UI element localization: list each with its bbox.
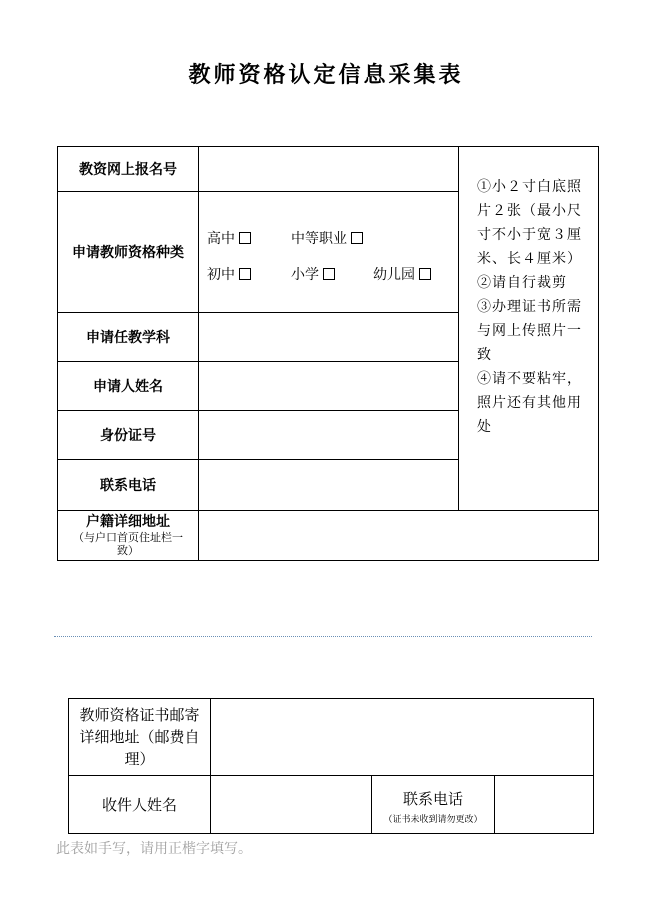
address-label xyxy=(57,510,199,561)
checkbox-icon[interactable] xyxy=(419,268,431,280)
cert-type-label: 申请教师资格种类 xyxy=(57,191,199,313)
mailing-address-field[interactable] xyxy=(210,698,594,776)
option-label: 幼儿园 xyxy=(373,267,415,283)
photo-area xyxy=(458,146,599,511)
cert-type-options xyxy=(198,191,459,313)
reg-no-label: 教资网上报名号 xyxy=(57,146,199,192)
option-label: 高中 xyxy=(207,231,235,247)
id-field[interactable] xyxy=(198,410,459,460)
option-junior-high[interactable] xyxy=(207,264,251,284)
checkbox-icon[interactable] xyxy=(323,268,335,280)
photo-note-4: ④请不要粘牢，照片还有其他用处 xyxy=(477,371,582,435)
address-note: （与户口首页住址栏一致） xyxy=(73,531,183,557)
mailing-phone-title: 联系电话 xyxy=(402,789,463,808)
photo-note-3: ③办理证书所需与网上传照片一致 xyxy=(477,299,582,363)
subject-label: 申请任教学科 xyxy=(57,312,199,362)
cut-line xyxy=(54,636,592,637)
photo-note-2: ②请自行裁剪 xyxy=(477,275,567,291)
mailing-address-label: 教师资格证书邮寄详细地址（邮费自理） xyxy=(68,698,211,776)
mailing-phone-note: （证书未收到请勿更改） xyxy=(383,814,483,825)
form-title: 教师资格认定信息采集表 xyxy=(188,62,464,88)
option-high-school[interactable] xyxy=(207,228,251,248)
checkbox-icon[interactable] xyxy=(239,232,251,244)
option-label: 中等职业 xyxy=(291,231,347,247)
option-label: 初中 xyxy=(207,267,235,283)
photo-note-1: ①小２寸白底照片２张（最小尺寸不小于宽３厘米、长４厘米） xyxy=(477,179,582,267)
address-title: 户籍详细地址 xyxy=(86,514,170,530)
recipient-field[interactable] xyxy=(210,775,372,834)
option-primary[interactable] xyxy=(291,264,335,284)
phone-field[interactable] xyxy=(198,459,459,511)
checkbox-icon[interactable] xyxy=(351,232,363,244)
phone-label: 联系电话 xyxy=(57,459,199,511)
footer-note: 此表如手写，请用正楷字填写。 xyxy=(56,841,252,857)
mailing-phone-field[interactable] xyxy=(494,775,594,834)
option-label: 小学 xyxy=(291,267,319,283)
reg-no-field[interactable] xyxy=(198,146,459,192)
recipient-label: 收件人姓名 xyxy=(68,775,211,834)
option-vocational[interactable] xyxy=(291,228,363,248)
subject-field[interactable] xyxy=(198,312,459,362)
mailing-phone-label xyxy=(371,775,495,834)
name-label: 申请人姓名 xyxy=(57,361,199,411)
checkbox-icon[interactable] xyxy=(239,268,251,280)
address-field[interactable] xyxy=(198,510,599,561)
id-label: 身份证号 xyxy=(57,410,199,460)
option-kindergarten[interactable] xyxy=(373,264,431,284)
name-field[interactable] xyxy=(198,361,459,411)
